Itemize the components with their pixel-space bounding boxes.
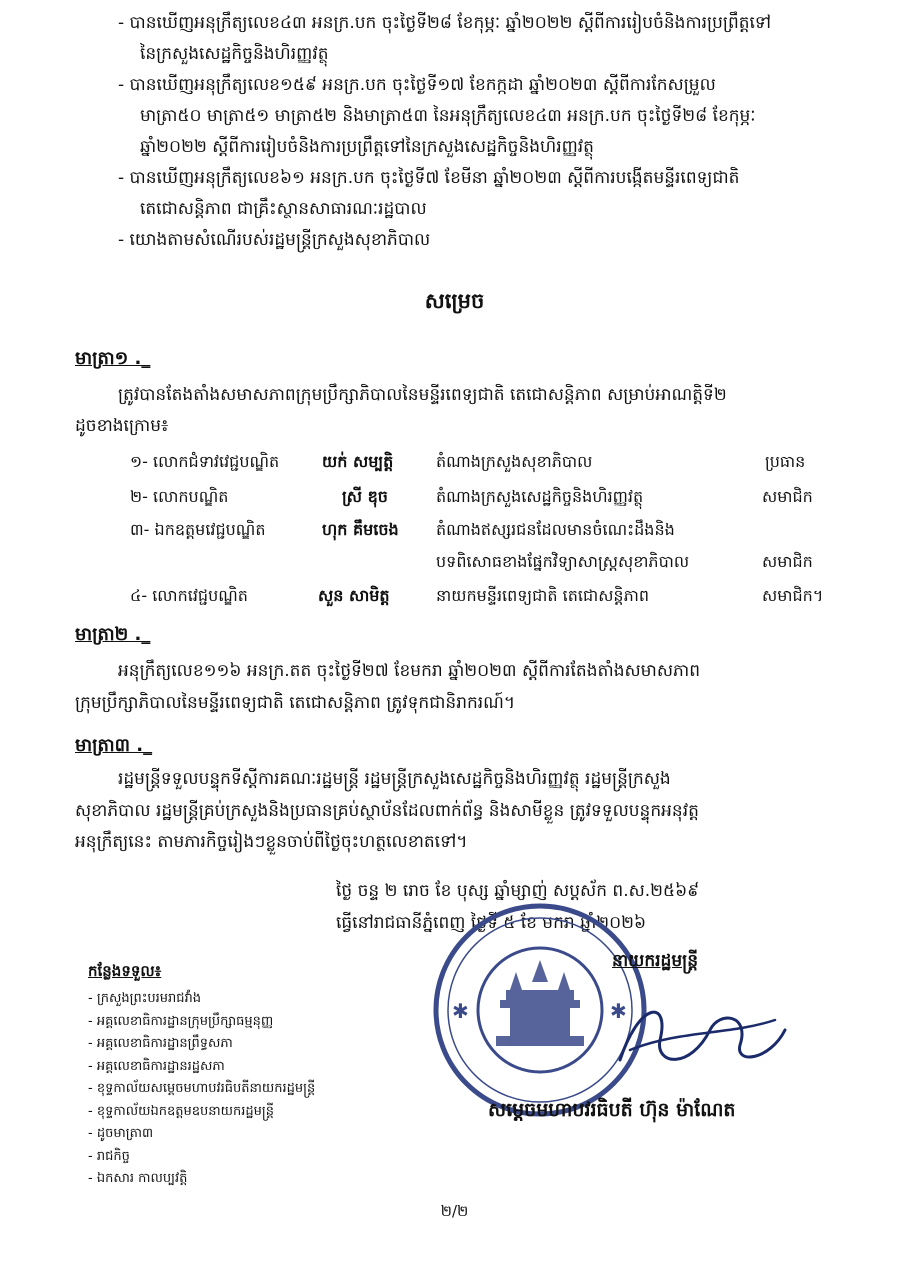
- member-2: [130, 486, 228, 510]
- svg-text:✱: ✱: [610, 999, 627, 1023]
- recipient-item: - ខុទ្ទកាល័យសម្តេចមហាបវរធិបតីនាយករដ្ឋមន្ត្រី: [88, 1081, 316, 1096]
- pm-title: នាយករដ្ឋមន្ត្រី: [612, 951, 698, 971]
- member-title: លោកបណ្ឌិត: [152, 487, 229, 506]
- recipient-item: - រាជកិច្ច: [88, 1148, 130, 1164]
- handwritten-signature: [600, 990, 800, 1080]
- member-role: តំណាងក្រសួងសេដ្ឋកិច្ចនិងហិរញ្ញវត្ថុ: [436, 487, 644, 506]
- lunar-date: ថ្ងៃ ចន្ទ ២ រោច ខែ បុស្ស ឆ្នាំម្សាញ់ សប្តស័ក ព.ស.២៥៦៩: [336, 881, 700, 901]
- signature-icon: [600, 990, 800, 1080]
- article2-line1: អនុក្រឹត្យលេខ១១៦ អនក្រ.តត ចុះថ្ងៃទី២៧ ខែមករា ឆ្នាំ២០២៣ ស្តីពីការតែងតាំងសមាសភាព: [118, 661, 701, 681]
- member-3: [130, 519, 265, 543]
- preamble-item: - បានឃើញអនុក្រឹត្យលេខ១៥៩ អនក្រ.បក ចុះថ្ងៃទី១៧ ខែកក្កដា ឆ្នាំ២០២៣ ស្តីពីការកែសម្រួល: [118, 75, 716, 95]
- preamble-item-continued: មាត្រា៥០ មាត្រា៥១ មាត្រា៥២ និងមាត្រា៥៣ នៃអនុក្រឹត្យលេខ៤៣ អនក្រ.បក ចុះថ្ងៃទី២៨ ខែកុម្ភៈ: [140, 106, 756, 126]
- recipient-item: - ដូចមាត្រា៣: [88, 1126, 154, 1141]
- member-4: [130, 585, 248, 609]
- member-position: សមាជិក: [762, 552, 813, 571]
- article3-heading: មាត្រា៣ ._: [75, 735, 153, 756]
- recipients-list: [88, 962, 388, 1191]
- preamble-item-continued: តេជោសន្តិភាព ជាគ្រឹះស្ថានសាធារណៈរដ្ឋបាល: [140, 199, 427, 219]
- preamble-item: - យោងតាមសំណើរបស់រដ្ឋមន្ត្រីក្រសួងសុខាភិបាល: [118, 230, 431, 250]
- member-title: លោកជំទាវវេជ្ជបណ្ឌិត: [152, 452, 280, 471]
- member-position: សមាជិក: [762, 487, 813, 506]
- member-number: ៣-: [130, 520, 150, 539]
- article2-line2: ក្រុមប្រឹក្សាភិបាលនៃមន្ទីរពេទ្យជាតិ តេជោសន្តិភាព ត្រូវទុកជានិរាករណ៍។: [75, 693, 516, 713]
- member-name: ហុក គឹមចេង: [322, 520, 399, 539]
- preamble-item-continued: នៃក្រសួងសេដ្ឋកិច្ចនិងហិរញ្ញវត្ថុ: [140, 44, 329, 64]
- article3-line3: អនុក្រឹត្យនេះ តាមភារកិច្ចរៀងៗខ្លួនចាប់ពីថ្ងៃចុះហត្ថលេខាតទៅ។: [75, 832, 468, 852]
- member-number: ១-: [130, 452, 148, 471]
- page-number: ២/២: [440, 1202, 469, 1220]
- article1-heading: មាត្រា១ ._: [75, 348, 151, 369]
- preamble: [118, 8, 888, 256]
- member-title: លោកវេជ្ជបណ្ឌិត: [152, 586, 248, 605]
- preamble-item-continued: ឆ្នាំ២០២២ ស្តីពីការរៀបចំនិងការប្រព្រឹត្តទៅនៃក្រសួងសេដ្ឋកិច្ចនិងហិរញ្ញវត្ថុ: [140, 137, 594, 157]
- preamble-item: - បានឃើញអនុក្រឹត្យលេខ៤៣ អនក្រ.បក ចុះថ្ងៃទី២៨ ខែកុម្ភៈ ឆ្នាំ២០២២ ស្តីពីការរៀបចំនិងការប្រព្រឹត្តទៅ: [118, 13, 772, 33]
- decision-title: សម្រេច: [424, 289, 485, 313]
- member-title: ឯកឧត្តមវេជ្ជបណ្ឌិត: [154, 520, 266, 539]
- recipients-title: កន្លែងទទួល៖: [88, 962, 162, 980]
- article3-line1: រដ្ឋមន្ត្រីទទួលបន្ទុកទីស្តីការគណៈរដ្ឋមន្ត្រី រដ្ឋមន្ត្រីក្រសួងសេដ្ឋកិច្ចនិងហិរញ្ញវត្ថុ រដ្ឋមន្ត្រីក្រសួង: [118, 769, 671, 789]
- member-position: សមាជិក។: [762, 586, 824, 605]
- signer-name: សម្តេចមហាបវរធិបតី ហ៊ុន ម៉ាណែត: [488, 1099, 736, 1121]
- svg-text:✱: ✱: [452, 999, 469, 1023]
- member-role: នាយកមន្ទីរពេទ្យជាតិ តេជោសន្តិភាព: [436, 586, 649, 605]
- recipient-item: - ខុទ្ទកាល័យឯកឧត្តមឧបនាយករដ្ឋមន្ត្រី: [88, 1103, 274, 1119]
- article2-heading: មាត្រា២ ._: [75, 624, 151, 645]
- article1-line1: ត្រូវបានតែងតាំងសមាសភាពក្រុមប្រឹក្សាភិបាលនៃមន្ទីរពេទ្យជាតិ តេជោសន្តិភាព សម្រាប់អាណត្តិទី២: [118, 385, 727, 405]
- recipient-item: - អគ្គលេខាធិការដ្ឋានព្រឹទ្ធសភា: [88, 1036, 233, 1051]
- article3-line2: សុខាភិបាល រដ្ឋមន្ត្រីគ្រប់ក្រសួងនិងប្រធានគ្រប់ស្ថាប័នដែលពាក់ព័ន្ធ និងសាមីខ្លួន ត្រូវទទួលបន្ទុកអនុវត្ត: [75, 801, 699, 821]
- member-number: ៤-: [130, 586, 148, 605]
- member-role: តំណាងក្រសួងសុខាភិបាល: [436, 452, 593, 471]
- member-number: ២-: [130, 487, 148, 506]
- recipient-item: - ក្រសួងព្រះបរមរាជវាំង: [88, 991, 202, 1006]
- preamble-item: - បានឃើញអនុក្រឹត្យលេខ៦១ អនក្រ.បក ចុះថ្ងៃទី៧ ខែមីនា ឆ្នាំ២០២៣ ស្តីពីការបង្កើតមន្ទីរពេទ្យជាតិ: [118, 168, 740, 188]
- member-name: ស្រី ឌុច: [342, 487, 388, 506]
- article1-line2: ដូចខាងក្រោម៖: [75, 416, 169, 436]
- member-role: តំណាងឥស្សរជនដែលមានចំណេះដឹងនិង: [436, 520, 675, 539]
- member-position: ប្រធាន: [765, 452, 806, 471]
- member-role-continued: បទពិសោធខាងផ្នែកវិទ្យាសាស្ត្រសុខាភិបាល: [436, 552, 690, 571]
- member-name: សួន សាមិត្ត: [318, 586, 390, 605]
- recipient-item: - អគ្គលេខាធិការដ្ឋានក្រុមប្រឹក្សាធម្មនុញ្ញ: [88, 1013, 274, 1029]
- recipient-item: - ឯកសារ កាលប្បវត្តិ: [88, 1171, 188, 1186]
- member-1: [130, 451, 279, 475]
- recipient-item: - អគ្គលេខាធិការដ្ឋានរដ្ឋសភា: [88, 1058, 225, 1074]
- member-name: យក់ សម្បត្តិ: [322, 452, 394, 471]
- solar-date: ធ្វើនៅរាជធានីភ្នំពេញ ថ្ងៃទី ៥ ខែ មករា ឆ្នាំ២០២៦: [336, 913, 647, 933]
